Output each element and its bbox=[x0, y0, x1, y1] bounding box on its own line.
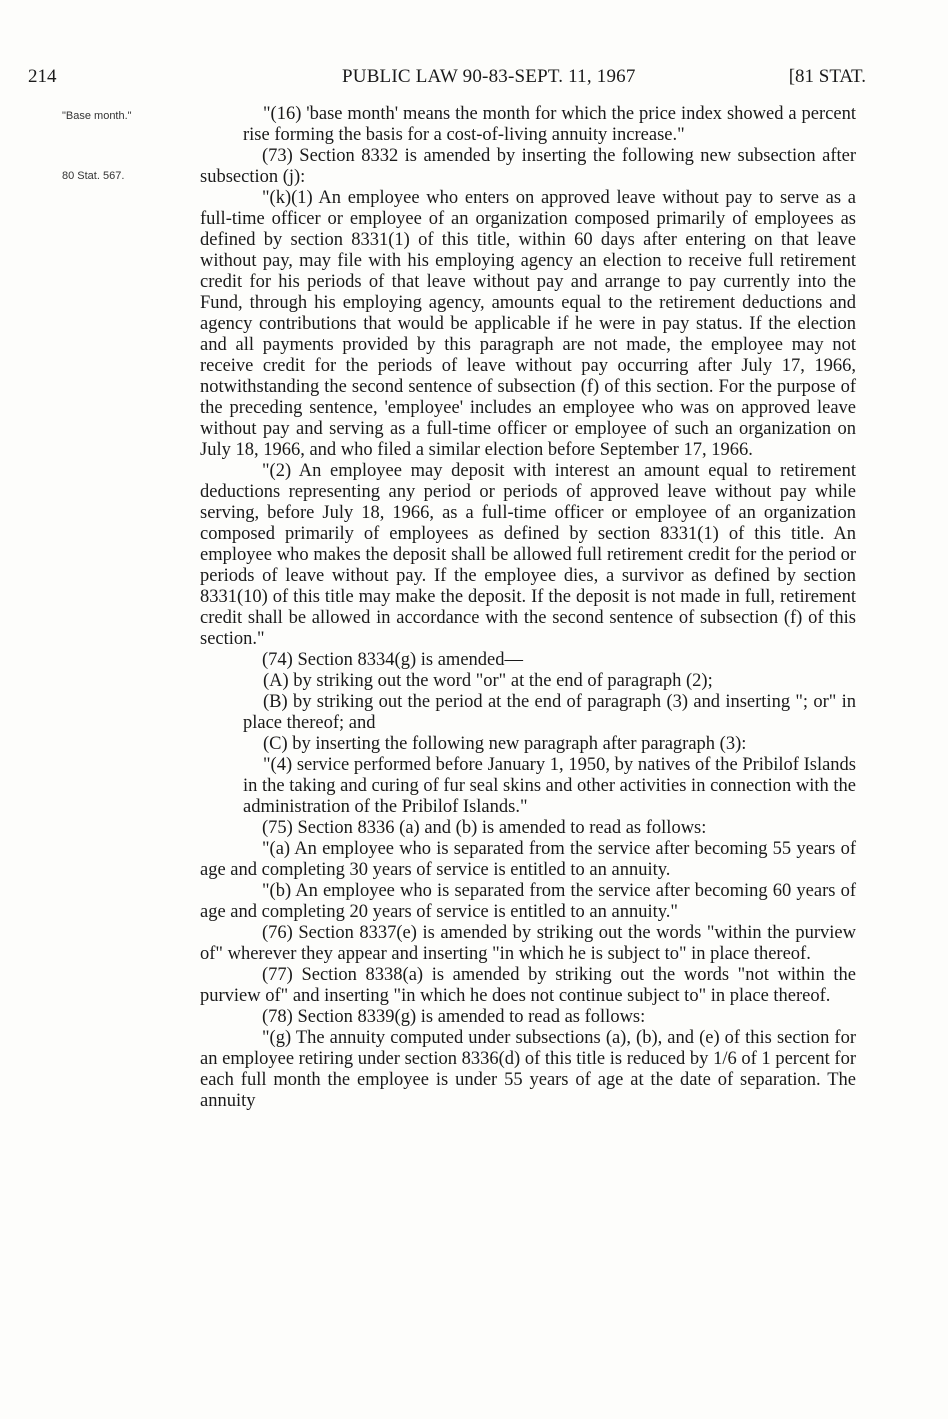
paragraph: "(g) The annuity computed under subsections (a), (b), and (e) of this section for an employee retiring under section 8336(d) of this title is reduced by 1/6 of 1 percent for each full month the employee is under 55 years of age at the date of separation. The annuity bbox=[200, 1028, 856, 1111]
paragraph: (A) by striking out the word "or" at the end of paragraph (2); bbox=[263, 671, 713, 691]
paragraph: "(a) An employee who is separated from the service after becoming 55 years of age and completing 30 years of service is entitled to an annuity. bbox=[200, 839, 856, 880]
paragraph: (73) Section 8332 is amended by inserting the following new subsection after subsection (j): bbox=[200, 146, 856, 187]
paragraph: "(4) service performed before January 1, 1950, by natives of the Pribilof Islands in the taking and curing of fur seal skins and other activities in connection with the administration of the Pribilof Islands." bbox=[243, 755, 856, 817]
header-stat-reference: [81 STAT. bbox=[788, 66, 866, 87]
paragraph: (76) Section 8337(e) is amended by striking out the words "within the purview of" wherever they appear and inserting "in which he is subject to" in place thereof. bbox=[200, 923, 856, 964]
paragraph: (78) Section 8339(g) is amended to read as follows: bbox=[262, 1007, 646, 1027]
running-header bbox=[28, 66, 866, 92]
paragraph: (75) Section 8336 (a) and (b) is amended to read as follows: bbox=[262, 818, 707, 838]
paragraph: (B) by striking out the period at the end of paragraph (3) and inserting "; or" in place thereof; and bbox=[243, 692, 856, 733]
paragraph: (77) Section 8338(a) is amended by striking out the words "not within the purview of" and inserting "in which he does not continue subject to" in place thereof. bbox=[200, 965, 856, 1006]
paragraph: "(b) An employee who is separated from the service after becoming 60 years of age and completing 20 years of service is entitled to an annuity." bbox=[200, 881, 856, 922]
page-number: 214 bbox=[28, 66, 57, 87]
header-title: PUBLIC LAW 90-83-SEPT. 11, 1967 bbox=[342, 66, 636, 87]
paragraph: (74) Section 8334(g) is amended— bbox=[262, 650, 523, 670]
paragraph: "(k)(1) An employee who enters on approved leave without pay to serve as a full-time officer or employee of an organization composed primarily of employees as defined by section 8331(1) of this title, within 60 days after entering on that leave without pay, may file with his employing agency an election to receive full retirement credit for his periods of that leave without pay and arrange to pay currently into the Fund, through his employing agency, amounts equal to the retirement deductions and agency contributions that would be applicable if he were in pay status. If the election and all payments provided by this paragraph are not made, the employee may not receive credit for the periods of leave without pay occurring after July 17, 1966, notwithstanding the second sentence of subsection (f) of this section. For the purpose of the preceding sentence, 'employee' includes an employee who was on approved leave without pay and serving as a full-time officer or employee of such an organization on July 18, 1966, and who filed a similar election before September 17, 1966. bbox=[200, 188, 856, 460]
paragraph: "(16) 'base month' means the month for which the price index showed a percent rise forming the basis for a cost-of-living annuity increase." bbox=[243, 104, 856, 145]
margin-note-stat-citation: 80 Stat. 567. bbox=[62, 170, 125, 182]
paragraph: (C) by inserting the following new paragraph after paragraph (3): bbox=[263, 734, 747, 754]
body-text bbox=[200, 104, 856, 1112]
paragraph: "(2) An employee may deposit with interest an amount equal to retirement deductions representing any period or periods of approved leave without pay while serving, before July 18, 1966, as a full-time officer or employee of an organization composed primarily of employees as defined by section 8331(1) of this title. An employee who makes the deposit shall be allowed full retirement credit for the period or periods of leave without pay. If the employee dies, a survivor as defined by section 8331(10) of this title may make the deposit. If the deposit is not made in full, retirement credit shall be allowed in accordance with the second sentence of subsection (f) of this section." bbox=[200, 461, 856, 649]
margin-note-base-month: "Base month." bbox=[62, 110, 132, 122]
